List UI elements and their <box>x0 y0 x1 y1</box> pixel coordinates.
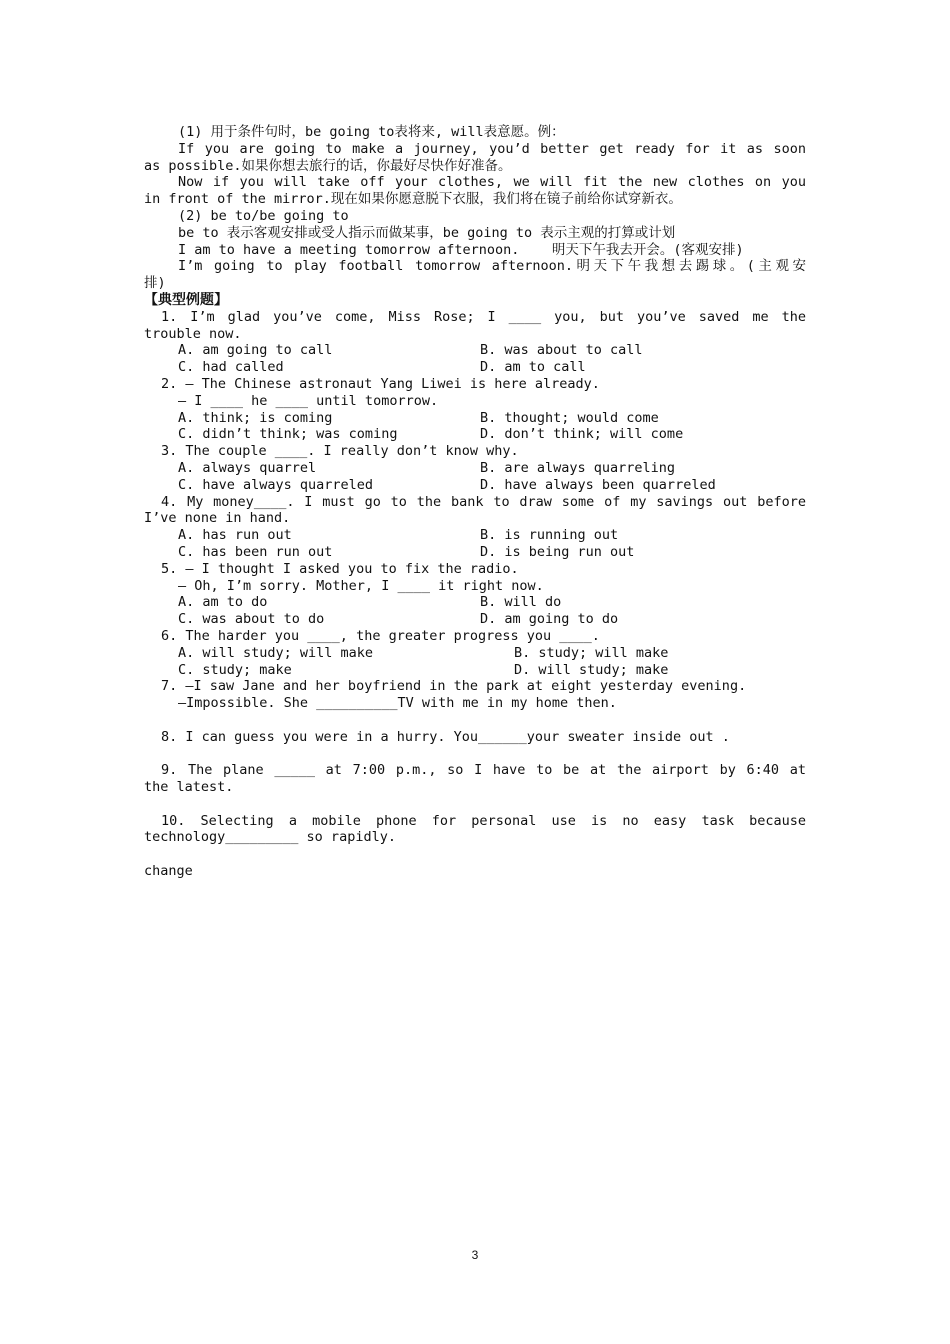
option: A. am to do <box>178 594 268 611</box>
question-stem: 2. — The Chinese astronaut Yang Liwei is here already. <box>161 375 600 392</box>
option: D. will study; make <box>514 661 669 678</box>
question-stem: — Oh, I’m sorry. Mother, I ____ it right now. <box>178 577 544 594</box>
option-row <box>144 846 806 863</box>
intro-line: as possible.如果你想去旅行的话，你最好尽快作好准备。 <box>144 157 512 174</box>
question-stem: 4. My money____. I must go to the bank to draw some of my savings out before <box>161 493 806 510</box>
question-stem: 10. Selecting a mobile phone for personal use is no easy task because <box>161 812 806 829</box>
intro-line: in front of the mirror.现在如果你愿意脱下衣服，我们将在镜子前给你试穿新衣。 <box>144 191 682 208</box>
answer-line <box>144 880 806 897</box>
question-stem: I’ve none in hand. <box>144 510 291 527</box>
option: A. think; is coming <box>178 409 333 426</box>
option: B. thought; would come <box>480 409 659 426</box>
question-stem: 9. The plane _____ at 7:00 p.m., so I have to be at the airport by 6:40 at <box>161 762 806 779</box>
option-row <box>144 342 806 359</box>
option-row <box>144 477 806 494</box>
option: A. will study; will make <box>178 644 374 661</box>
option: C. study; make <box>178 661 292 678</box>
intro-line: If you are going to make a journey, you’d better get ready for it as soon <box>178 140 806 157</box>
option: C. have always quarreled <box>178 476 374 493</box>
option-row <box>144 712 806 729</box>
option-row <box>144 426 806 443</box>
intro-line: (2) be to/be going to <box>178 207 349 224</box>
option-row <box>144 611 806 628</box>
option: A. has run out <box>178 527 292 544</box>
option: B. is running out <box>480 527 619 544</box>
intro-line: be to 表示客观安排或受人指示而做某事，be going to 表示主观的打算或计划 <box>178 224 676 241</box>
question-stem: 3. The couple ____. I really don’t know why. <box>161 443 519 460</box>
option: D. am going to do <box>480 611 619 628</box>
question-stem: — I ____ he ____ until tomorrow. <box>178 392 439 409</box>
page-number: 3 <box>471 1248 479 1262</box>
option: D. have always been quarreled <box>480 476 716 493</box>
intro-line: 排) <box>144 275 166 292</box>
option: B. will do <box>480 594 562 611</box>
intro-line: (1) 用于条件句时，be going to表将来, will表意愿。例： <box>178 124 565 140</box>
question-stem: trouble now. <box>144 325 242 342</box>
question-stem: 1. I’m glad you’ve come, Miss Rose; I ____ you, but you’ve saved me the <box>161 308 806 325</box>
option-row <box>144 544 806 561</box>
option-row <box>144 359 806 376</box>
intro-line: I’m going to play football tomorrow afternoon.明天下午我想去踢球。(主观安 <box>178 258 806 275</box>
question-stem: 5. — I thought I asked you to fix the radio. <box>161 560 519 577</box>
option-row <box>144 594 806 611</box>
option: C. had called <box>178 359 284 376</box>
option-row <box>144 410 806 427</box>
option: B. are always quarreling <box>480 459 676 476</box>
option-row <box>144 460 806 477</box>
option-row <box>144 527 806 544</box>
option: D. is being run out <box>480 543 635 560</box>
section-heading: 【典型例题】 <box>144 291 228 308</box>
question-stem: technology_________ so rapidly. <box>144 829 396 846</box>
option-continuation: change <box>144 863 193 880</box>
question-stem: —Impossible. She __________TV with me in my home then. <box>178 695 617 712</box>
option-row <box>144 745 806 762</box>
option: B. study; will make <box>514 644 669 661</box>
option: A. always quarrel <box>178 459 317 476</box>
option: D. don’t think; will come <box>480 426 684 443</box>
page-content <box>144 124 806 897</box>
question-stem: 8. I can guess you were in a hurry. You______your sweater inside out . <box>161 728 730 745</box>
question-stem: the latest. <box>144 779 234 796</box>
option: A. am going to call <box>178 342 333 359</box>
question-stem: 6. The harder you ____, the greater progress you ____. <box>161 627 600 644</box>
option-row <box>144 796 806 813</box>
option: D. am to call <box>480 359 586 376</box>
intro-line: I am to have a meeting tomorrow afternoon. 明天下午我去开会。(客观安排) <box>178 241 744 258</box>
option-row <box>144 645 806 662</box>
option: B. was about to call <box>480 342 643 359</box>
intro-line: Now if you will take off your clothes, we will fit the new clothes on you <box>178 174 806 191</box>
option-row <box>144 662 806 679</box>
option: C. was about to do <box>178 611 325 628</box>
question-stem: 7. —I saw Jane and her boyfriend in the park at eight yesterday evening. <box>161 678 747 695</box>
option: C. has been run out <box>178 543 333 560</box>
option: C. didn’t think; was coming <box>178 426 398 443</box>
